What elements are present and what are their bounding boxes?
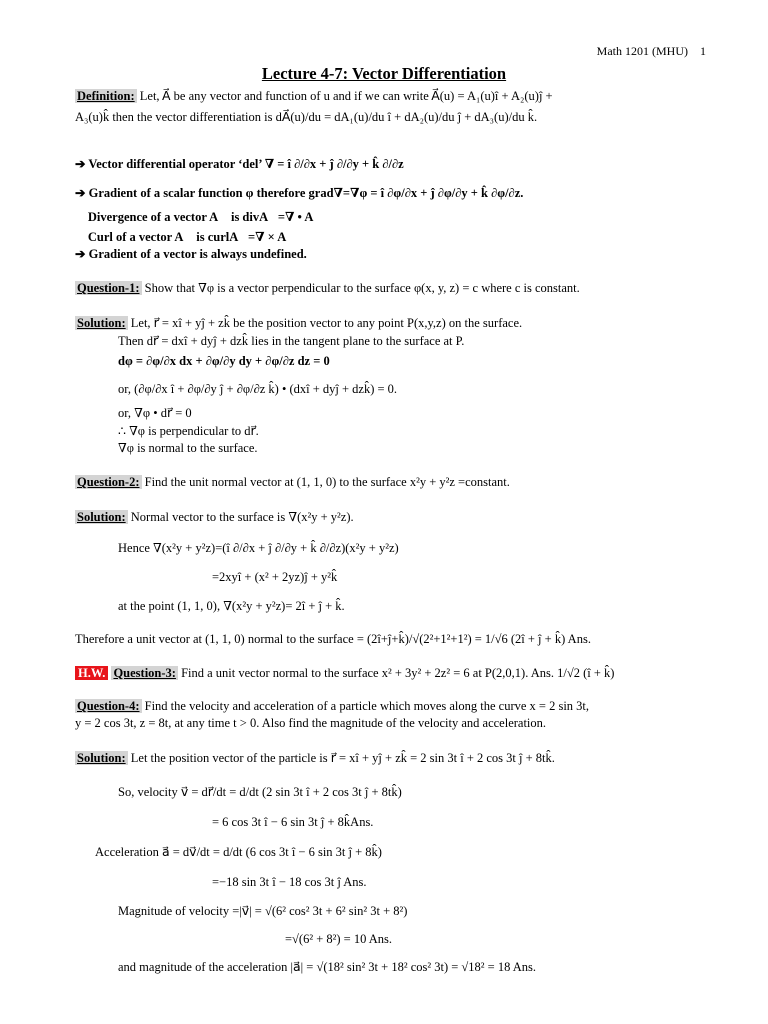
solution-1-line-4: or, (∂φ/∂x î + ∂φ/∂y ĵ + ∂φ/∂z k̂) • (dxî + dyĵ + dzk̂) = 0. bbox=[118, 382, 398, 396]
solution-4-line-2: So, velocity v⃗ = dr⃗/dt = d/dt (2 sin 3t î + 2 cos 3t ĵ + 8tk̂) bbox=[118, 785, 402, 799]
bullet-divergence: ➔ Divergence of a vector A⃗ is divA⃗=∇ • A⃗ bbox=[75, 210, 324, 224]
definition-label: Definition: bbox=[77, 89, 135, 103]
bullet-del-operator: ➔ Vector differential operator ‘del’ ∇ = î ∂/∂x + ĵ ∂/∂y + k̂ ∂/∂z bbox=[75, 157, 404, 171]
solution-4-line-5: =−18 sin 3t î − 18 cos 3t ĵ Ans. bbox=[212, 875, 367, 889]
solution-1-line-6: ∴ ∇φ is perpendicular to dr⃗. bbox=[118, 424, 259, 438]
page-title: Lecture 4-7: Vector Differentiation bbox=[261, 64, 507, 83]
question-2-text: Find the unit normal vector at (1, 1, 0) to the surface x²y + y²z =constant. bbox=[141, 475, 510, 489]
solution-1-label: Solution: bbox=[77, 316, 126, 330]
question-1-label: Question-1: bbox=[77, 281, 140, 295]
solution-4-line-1 bbox=[75, 751, 708, 766]
question-4-label: Question-4: bbox=[77, 699, 140, 713]
bullet-gradient: ➔ Gradient of a scalar function φ therefore grad∇=∇φ = î ∂φ/∂x + ĵ ∂φ/∂y + k̂ ∂φ/∂z. bbox=[75, 186, 524, 200]
solution-2-label: Solution: bbox=[77, 510, 126, 524]
question-3 bbox=[75, 666, 708, 681]
solution-4-line-4: Acceleration a⃗ = dv⃗/dt = d/dt (6 cos 3t î − 6 sin 3t ĵ + 8k̂) bbox=[95, 845, 382, 859]
definition-text-1: Let, A⃗ be any vector and function of u and if we can write A⃗(u) = A₁(u)î + A₂(u)ĵ + bbox=[136, 89, 553, 103]
solution-1-line-1 bbox=[75, 316, 708, 331]
question-4-line-2: y = 2 cos 3t, z = 8t, at any time t > 0. Also find the magnitude of the velocity and acceleration. bbox=[75, 716, 547, 730]
solution-1-line-2: Then dr⃗ = dxî + dyĵ + dzk̂ lies in the tangent plane to the surface at P. bbox=[118, 334, 465, 348]
question-4-line-1 bbox=[75, 699, 708, 714]
question-2-label: Question-2: bbox=[77, 475, 140, 489]
solution-1-line-3: dφ = ∂φ/∂x dx + ∂φ/∂y dy + ∂φ/∂z dz = 0 bbox=[118, 354, 330, 368]
question-3-label: Question-3: bbox=[113, 666, 176, 680]
homework-badge: H.W. bbox=[75, 666, 108, 680]
question-1 bbox=[75, 281, 708, 296]
solution-4-label: Solution: bbox=[77, 751, 126, 765]
definition-line-1 bbox=[75, 89, 708, 104]
question-3-text: Find a unit vector normal to the surface x² + 3y² + 2z² = 6 at P(2,0,1). Ans. 1/√2 (î + k̂) bbox=[177, 666, 615, 680]
page-number: 1 bbox=[700, 44, 706, 58]
question-1-text: Show that ∇φ is a vector perpendicular to the surface φ(x, y, z) = c where c is constant. bbox=[141, 281, 580, 295]
bullet-curl: ➔ Curl of a vector A⃗ is curlA⃗=∇ × A⃗ bbox=[75, 230, 296, 244]
solution-1-line-5: or, ∇φ • dr⃗ = 0 bbox=[118, 406, 192, 420]
definition-line-2: A₃(u)k̂ then the vector differentiation is dA⃗(u)/du = dA₁(u)/du î + dA₂(u)/du ĵ + dA₃(u)/du k̂. bbox=[75, 110, 538, 124]
page-header bbox=[597, 44, 706, 59]
solution-4-line-7: =√(6² + 8²) = 10 Ans. bbox=[285, 932, 393, 946]
solution-4-line-6: Magnitude of velocity =|v⃗| = √(6² cos² 3t + 6² sin² 3t + 8²) bbox=[118, 904, 408, 918]
bullet-gradient-vector: ➔ Gradient of a vector is always undefined. bbox=[75, 247, 307, 261]
question-2 bbox=[75, 475, 708, 490]
solution-2-line-4: at the point (1, 1, 0), ∇(x²y + y²z)= 2î + ĵ + k̂. bbox=[118, 599, 345, 613]
solution-2-line-3: =2xyî + (x² + 2yz)ĵ + y²k̂ bbox=[212, 570, 338, 584]
solution-4-line-3: = 6 cos 3t î − 6 sin 3t ĵ + 8k̂Ans. bbox=[212, 815, 374, 829]
solution-4-text-1: Let the position vector of the particle is r⃗ = xî + yĵ + zk̂ = 2 sin 3t î + 2 cos 3t ĵ + 8tk̂. bbox=[127, 751, 555, 765]
solution-1-text-1: Let, r⃗ = xî + yĵ + zk̂ be the position vector to any point P(x,y,z) on the surface. bbox=[127, 316, 523, 330]
solution-2-line-1 bbox=[75, 510, 708, 525]
course-code: Math 1201 (MHU) bbox=[596, 44, 688, 58]
solution-2-text-1: Normal vector to the surface is ∇(x²y + y²z). bbox=[127, 510, 354, 524]
solution-2-line-5: Therefore a unit vector at (1, 1, 0) normal to the surface = (2î+ĵ+k̂)/√(2²+1²+1²) = 1/√6 (2î + ĵ + k̂) Ans. bbox=[75, 632, 591, 646]
question-4-text-1: Find the velocity and acceleration of a particle which moves along the curve x = 2 sin 3t, bbox=[141, 699, 590, 713]
solution-2-line-2: Hence ∇(x²y + y²z)=(î ∂/∂x + ĵ ∂/∂y + k̂ ∂/∂z)(x²y + y²z) bbox=[118, 541, 399, 555]
solution-1-line-7: ∇φ is normal to the surface. bbox=[118, 441, 258, 455]
solution-4-line-8: and magnitude of the acceleration |a⃗| = √(18² sin² 3t + 18² cos² 3t) = √18² = 18 Ans. bbox=[118, 960, 537, 974]
